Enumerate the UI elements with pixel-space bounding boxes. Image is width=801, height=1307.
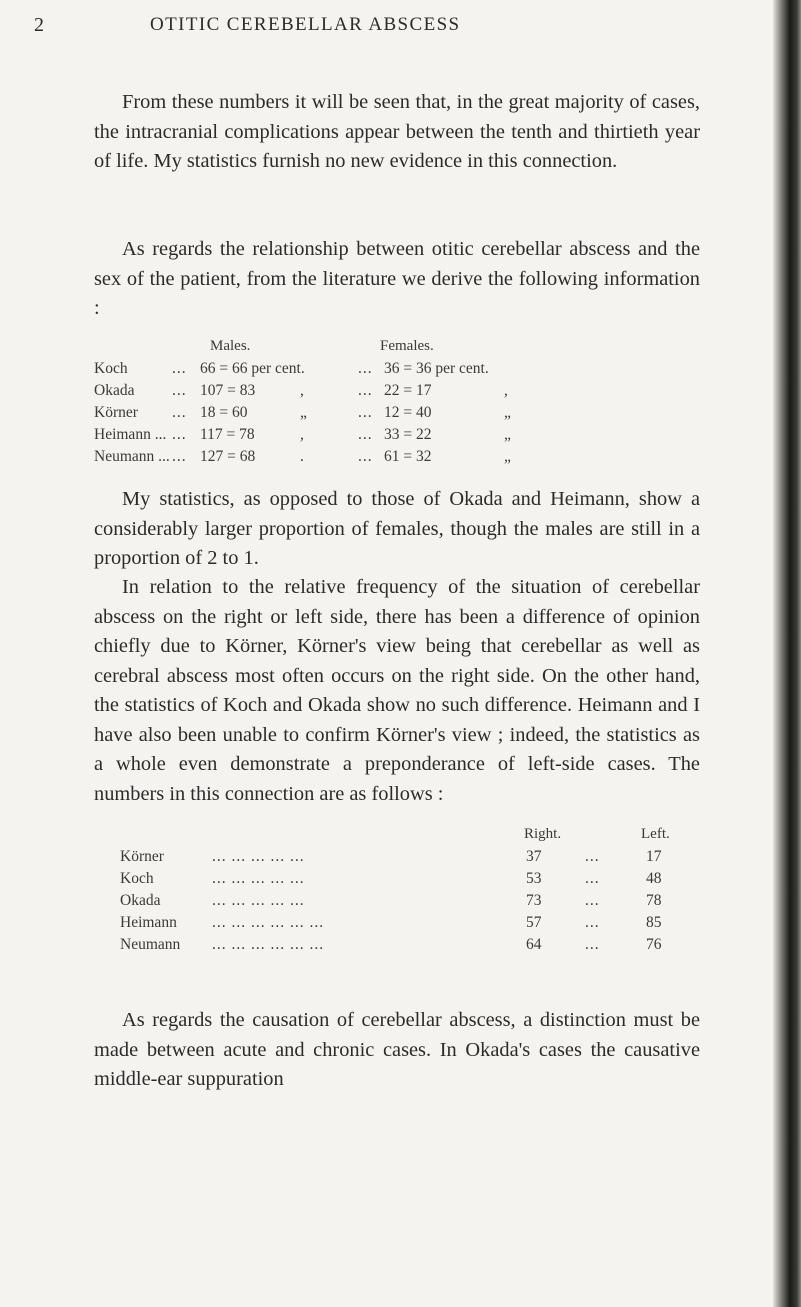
left-value: 76 xyxy=(646,936,662,953)
males-value: 18 = 60 xyxy=(200,404,248,421)
left-value: 78 xyxy=(646,892,662,909)
paragraph-3: My statistics, as opposed to those of Okada and Heimann, show a considerably larger proportion of females, though the males are still in a proportion of 2 to 1. xyxy=(94,488,700,569)
row-mid-dots: ... xyxy=(358,426,373,443)
side-table-header xyxy=(120,826,680,846)
left-value: 17 xyxy=(646,848,662,865)
ditto-mark: „ xyxy=(504,448,511,465)
males-value: 66 = 66 per cent. xyxy=(200,360,305,377)
males-value: 107 = 83 xyxy=(200,382,256,399)
table-row xyxy=(120,892,680,912)
ditto-mark: , xyxy=(300,382,304,399)
table-row xyxy=(94,360,654,380)
row-leader-dots: ... xyxy=(172,404,187,421)
running-title: OTITIC CEREBELLAR ABSCESS xyxy=(150,14,461,35)
right-value: 53 xyxy=(526,870,542,887)
row-mid-dots: ... xyxy=(585,870,600,887)
left-value: 48 xyxy=(646,870,662,887)
ditto-mark: , xyxy=(300,426,304,443)
females-value: 36 = 36 per cent. xyxy=(384,360,489,377)
table-row xyxy=(94,382,654,402)
males-value: 127 = 68 xyxy=(200,448,256,465)
paragraph-2: As regards the relationship between otitic cerebellar abscess and the sex of the patient, from the literature we derive the following information : xyxy=(94,238,700,319)
females-value: 61 = 32 xyxy=(384,448,432,465)
right-value: 37 xyxy=(526,848,542,865)
table-row xyxy=(120,936,680,956)
paragraph-4: In relation to the relative frequency of the situation of cerebellar abscess on the right or left side, there has been a difference of opinion chiefly due to Körner, Körner's view being that cerebellar as well as cerebral abscess most often occurs on the right side. On the other hand, the statistics of Koch and Okada show no such difference. Heimann and I have also been unable to confirm Körner's view ; indeed, the statistics as a whole even demonstrate a preponderance of left-side cases. The numbers in this connection are as follows : xyxy=(94,576,700,805)
row-name: Koch xyxy=(120,870,154,887)
ditto-mark: „ xyxy=(504,426,511,443)
females-value: 22 = 17 xyxy=(384,382,432,399)
right-value: 57 xyxy=(526,914,542,931)
table-row xyxy=(94,426,654,446)
ditto-mark: „ xyxy=(504,404,511,421)
row-name: Heimann ... xyxy=(94,426,167,443)
males-value: 117 = 78 xyxy=(200,426,255,443)
row-name: Okada xyxy=(94,382,135,399)
sex-table-header xyxy=(94,338,654,358)
row-mid-dots: ... xyxy=(585,936,600,953)
row-name: Neumann xyxy=(120,936,181,953)
row-leader-dots: ... xyxy=(172,382,187,399)
males-header: Males. xyxy=(210,338,251,354)
row-mid-dots: ... xyxy=(358,382,373,399)
scanned-page-edge xyxy=(773,0,801,1307)
row-leader-dots: ... ... ... ... ... ... xyxy=(212,914,325,931)
table-row xyxy=(94,448,654,468)
row-mid-dots: ... xyxy=(585,892,600,909)
row-leader-dots: ... ... ... ... ... xyxy=(212,848,305,865)
row-mid-dots: ... xyxy=(358,404,373,421)
row-name: Heimann xyxy=(120,914,177,931)
table-row xyxy=(120,870,680,890)
right-value: 64 xyxy=(526,936,542,953)
paragraph-5: As regards the causation of cerebellar abscess, a distinction must be made between acute and chronic cases. In Okada's cases the causative middle-ear suppuration xyxy=(94,1009,700,1090)
table-row xyxy=(94,404,654,424)
row-name: Körner xyxy=(94,404,138,421)
table-row xyxy=(120,914,680,934)
females-value: 12 = 40 xyxy=(384,404,432,421)
row-name: Neumann ... xyxy=(94,448,170,465)
row-leader-dots: ... ... ... ... ... ... xyxy=(212,936,325,953)
row-leader-dots: ... xyxy=(172,360,187,377)
row-name: Koch xyxy=(94,360,128,377)
left-header: Left. xyxy=(641,826,670,842)
right-header: Right. xyxy=(524,826,562,842)
females-header: Females. xyxy=(380,338,434,354)
right-value: 73 xyxy=(526,892,542,909)
females-value: 33 = 22 xyxy=(384,426,432,443)
row-leader-dots: ... ... ... ... ... xyxy=(212,892,305,909)
row-mid-dots: ... xyxy=(585,914,600,931)
table-row xyxy=(120,848,680,868)
page-number: 2 xyxy=(34,14,44,36)
ditto-mark: „ xyxy=(300,404,307,421)
row-mid-dots: ... xyxy=(358,448,373,465)
row-mid-dots: ... xyxy=(358,360,373,377)
row-leader-dots: ... ... ... ... ... xyxy=(212,870,305,887)
row-name: Körner xyxy=(120,848,164,865)
row-name: Okada xyxy=(120,892,161,909)
ditto-mark: , xyxy=(504,382,508,399)
ditto-mark: . xyxy=(300,448,304,465)
paragraph-1: From these numbers it will be seen that, in the great majority of cases, the intracranial complications appear between the tenth and thirtieth year of life. My statistics furnish no new evidence in this connection. xyxy=(94,91,700,172)
row-leader-dots: ... xyxy=(172,426,187,443)
row-leader-dots: ... xyxy=(172,448,187,465)
left-value: 85 xyxy=(646,914,662,931)
row-mid-dots: ... xyxy=(585,848,600,865)
